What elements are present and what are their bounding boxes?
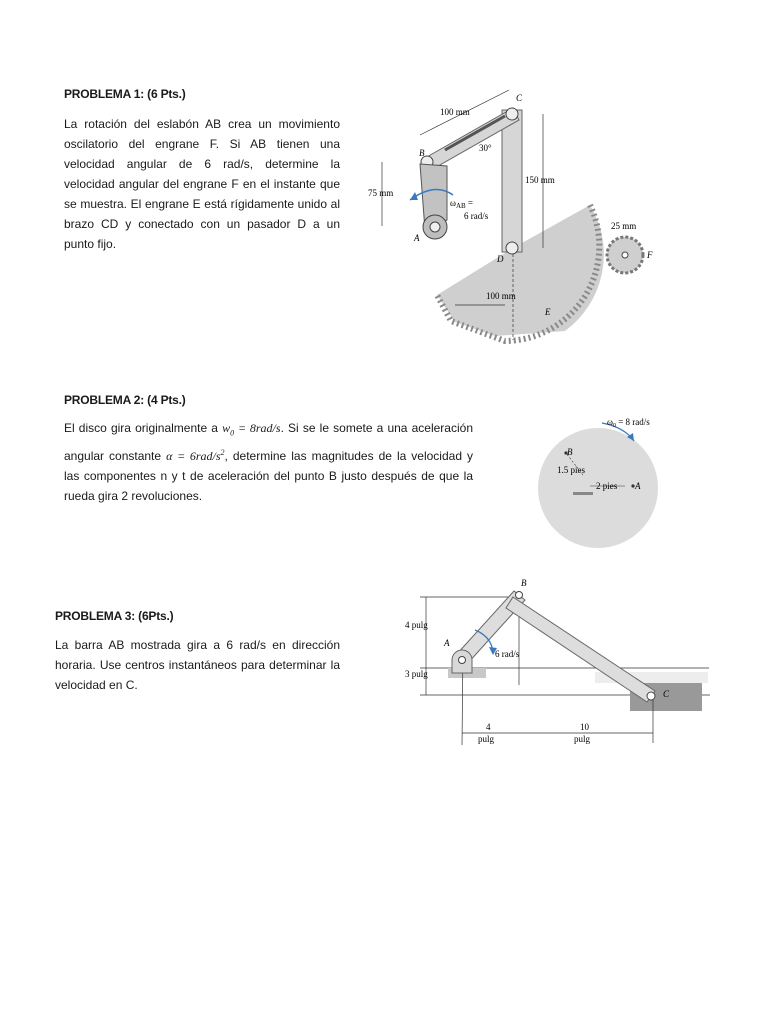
p3-label-10: 10 [580, 722, 589, 732]
p1-label-C: C [516, 93, 523, 103]
p3-label-C: C [663, 689, 670, 699]
p1-label-25mm: 25 mm [611, 221, 637, 231]
problem-2-text: El disco gira originalmente a $w_0 = 8rad/s$. Si se le somete a una aceleración angular constante $\alpha = 6rad/s^2$, determine las magnitudes de la velocidad y las componentes n y t de aceleración del punto B justo después de que la rueda gira 2 revoluciones. [64, 421, 473, 504]
p2-label-A: A [635, 481, 641, 491]
p2-label-2-pies: 2 pies [596, 481, 618, 491]
problem-1-title: PROBLEMA 1: (6 Pts.) [64, 87, 186, 101]
p1-label-B: B [419, 148, 425, 158]
problem-2-title: PROBLEMA 2: (4 Pts.) [64, 393, 186, 407]
p2-label-omega: $\omega_0 = 8$ rad/s [607, 417, 650, 429]
problem-3-figure [400, 575, 715, 750]
p1-label-E: E [545, 307, 551, 317]
p3-label-omega: 6 rad/s [495, 649, 520, 659]
p1-label-100mm-bottom: 100 mm [486, 291, 516, 301]
p1-label-A: A [414, 233, 420, 243]
p1-label-100mm-top: 100 mm [440, 107, 470, 117]
p3-label-4-unit: pulg [478, 734, 495, 744]
p1-label-75mm: 75 mm [368, 188, 394, 198]
p3-label-3-pulg: 3 pulg [405, 669, 428, 679]
problem-2-figure [530, 405, 680, 545]
p1-label-D: D [497, 254, 504, 264]
p1-label-omega-value: 6 rad/s [464, 211, 489, 221]
p1-label-angle: 30° [479, 143, 492, 153]
p3-label-4: 4 [486, 722, 491, 732]
problem-3-title: PROBLEMA 3: (6Pts.) [55, 609, 174, 623]
p3-label-A: A [444, 638, 450, 648]
p2-label-1-5-pies: 1.5 pies [557, 465, 585, 475]
problem-3-text: La barra AB mostrada gira a 6 rad/s en dirección horaria. Use centros instantáneos para determinar la velocidad en C. [55, 638, 340, 692]
problem-1-figure [365, 90, 665, 350]
p1-label-F: F [647, 250, 653, 260]
p3-label-B: B [521, 578, 527, 588]
p2-label-B: B [567, 447, 573, 457]
p1-label-150mm: 150 mm [525, 175, 555, 185]
p1-label-omega: $\omega_{AB}$ = [450, 198, 473, 210]
problem-1-text: La rotación del eslabón AB crea un movimiento oscilatorio del engrane F. Si AB tienen una velocidad angular de 6 rad/s, determine la velocidad angular del engrane F en el instante que se muestra. El engrane E está rígidamente unido al brazo CD y conectado con un pasador D a un punto fijo. [64, 117, 340, 251]
p3-label-4-pulg: 4 pulg [405, 620, 428, 630]
p3-label-10-unit: pulg [574, 734, 591, 744]
